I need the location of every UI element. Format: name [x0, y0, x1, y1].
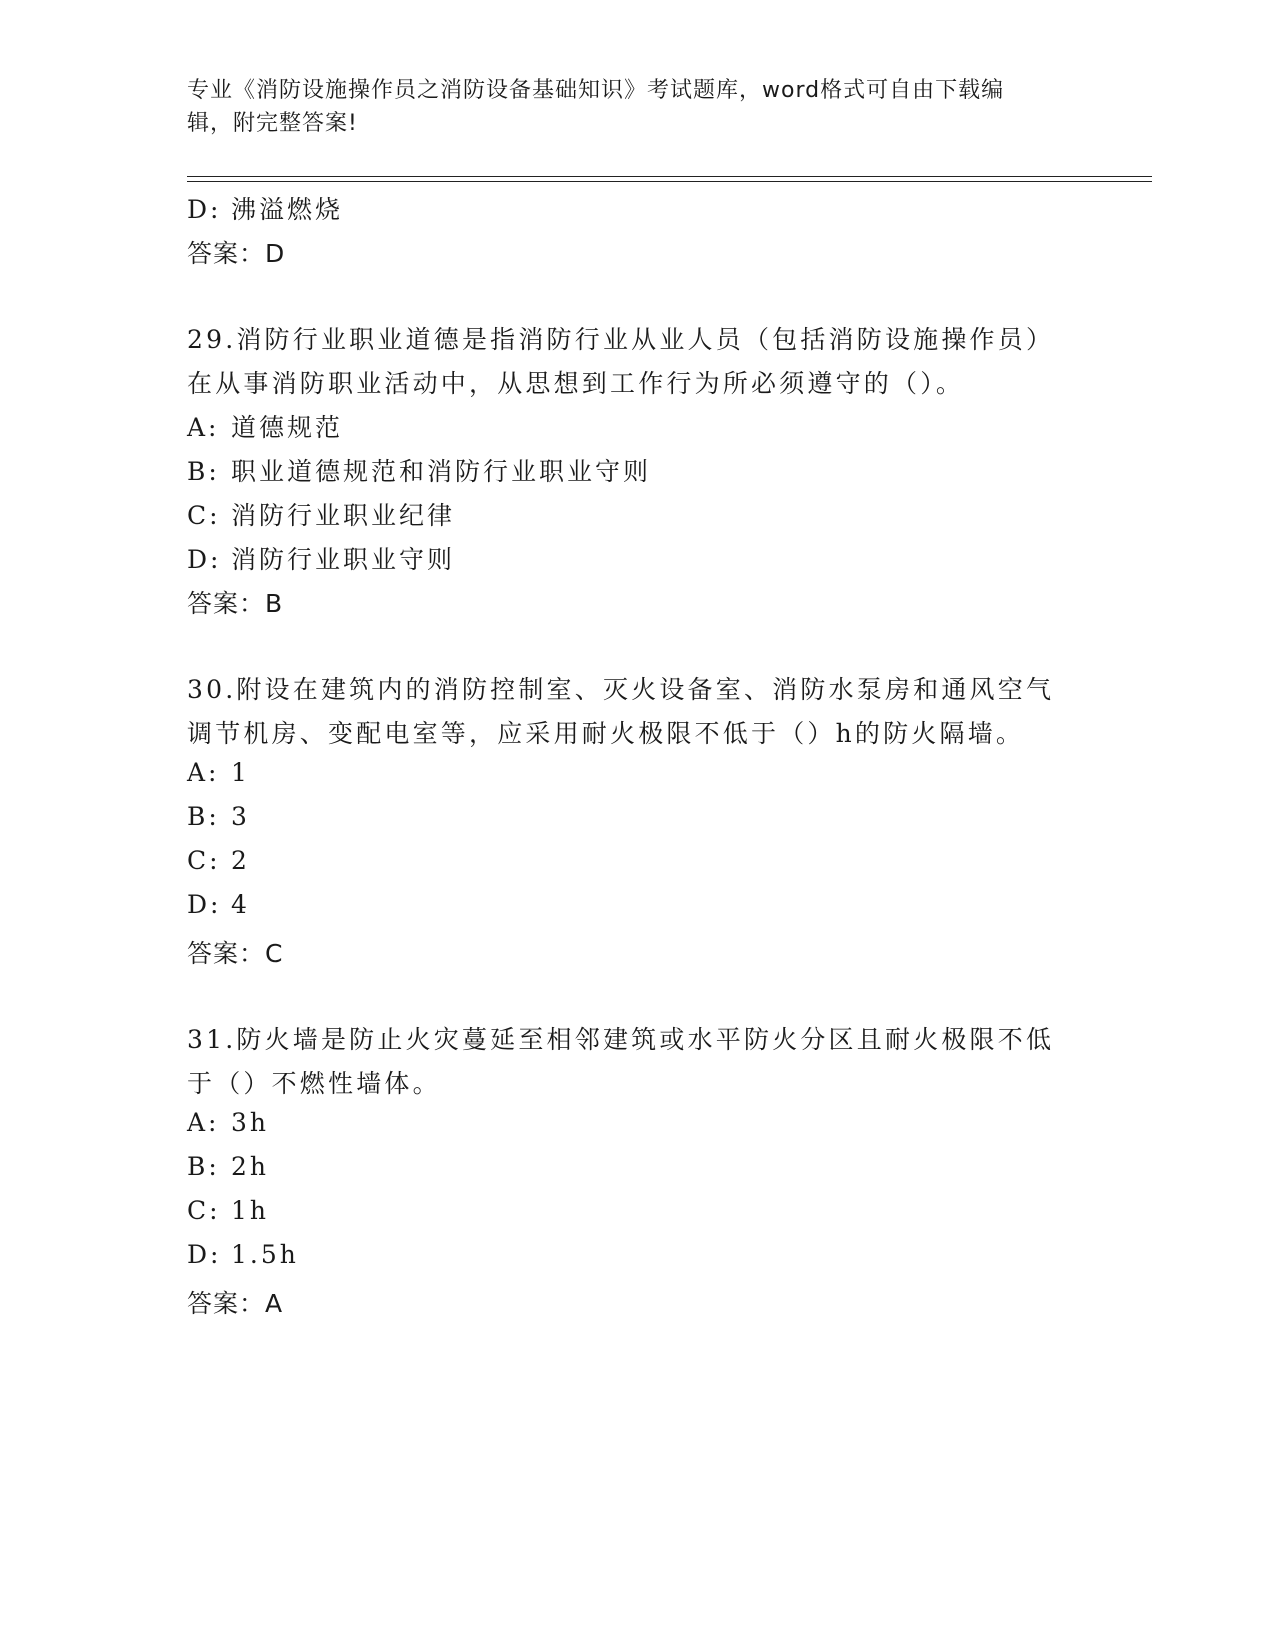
- option-text: 2h: [231, 1152, 270, 1181]
- option-label: A:: [187, 413, 220, 442]
- option-label: A:: [187, 1108, 220, 1137]
- option-label: C:: [187, 501, 221, 530]
- option-label: D:: [187, 195, 222, 224]
- question-29-option-d: [187, 540, 455, 576]
- option-label: B:: [187, 457, 220, 486]
- option-text: 消防行业职业守则: [231, 545, 456, 574]
- option-text: 沸溢燃烧: [231, 195, 344, 224]
- header-line-2: 辑，附完整答案!: [187, 111, 358, 136]
- prev-answer: 答案：D: [187, 239, 286, 268]
- question-31-stem-line-2: 于（）不燃性墙体。: [187, 1069, 441, 1098]
- option-text: 道德规范: [231, 413, 344, 442]
- question-29-option-b: [187, 452, 651, 488]
- option-text: 1h: [231, 1196, 270, 1225]
- question-29-option-c: [187, 496, 455, 532]
- option-text: 4: [231, 890, 250, 919]
- header-line-1: 专业《消防设施操作员之消防设备基础知识》考试题库，word格式可自由下载编: [187, 78, 1005, 103]
- option-label: B:: [187, 802, 220, 831]
- option-text: 1.5h: [231, 1240, 299, 1269]
- question-31-stem-line-1: 31.防火墙是防止火灾蔓延至相邻建筑或水平防火分区且耐火极限不低: [187, 1025, 1055, 1054]
- header-divider-bottom: [187, 181, 1152, 182]
- question-29-option-a: [187, 408, 343, 444]
- question-30-answer: 答案：C: [187, 939, 284, 968]
- option-text: 1: [231, 758, 250, 787]
- question-31-answer: 答案：A: [187, 1289, 284, 1318]
- question-29-stem-line-1: 29.消防行业职业道德是指消防行业从业人员（包括消防设施操作员）: [187, 325, 1055, 354]
- question-31-option-d: [187, 1240, 299, 1269]
- question-31-option-a: [187, 1108, 269, 1137]
- document-header: [187, 74, 1087, 140]
- option-text: 3h: [231, 1108, 270, 1137]
- option-label: D:: [187, 1240, 222, 1269]
- option-label: C:: [187, 1196, 221, 1225]
- question-30-option-c: [187, 846, 250, 875]
- question-29-answer: 答案：B: [187, 589, 284, 618]
- question-29-stem-line-2: 在从事消防职业活动中，从思想到工作行为所必须遵守的（）。: [187, 369, 965, 398]
- option-label: D:: [187, 545, 222, 574]
- header-divider-top: [187, 176, 1152, 177]
- option-text: 消防行业职业纪律: [231, 501, 456, 530]
- option-text: 职业道德规范和消防行业职业守则: [231, 457, 652, 486]
- option-label: C:: [187, 846, 221, 875]
- question-31-option-c: [187, 1196, 269, 1225]
- option-text: 3: [231, 802, 250, 831]
- prev-option-d: [187, 190, 343, 226]
- question-30-stem-line-2: 调节机房、变配电室等，应采用耐火极限不低于（）h的防火隔墙。: [187, 719, 1025, 748]
- question-30-option-a: [187, 758, 250, 787]
- question-30-stem-line-1: 30.附设在建筑内的消防控制室、灭火设备室、消防水泵房和通风空气: [187, 675, 1055, 704]
- question-30-option-d: [187, 890, 250, 919]
- option-text: 2: [231, 846, 250, 875]
- option-label: A:: [187, 758, 220, 787]
- question-30-option-b: [187, 802, 250, 831]
- question-31-option-b: [187, 1152, 269, 1181]
- option-label: B:: [187, 1152, 220, 1181]
- option-label: D:: [187, 890, 222, 919]
